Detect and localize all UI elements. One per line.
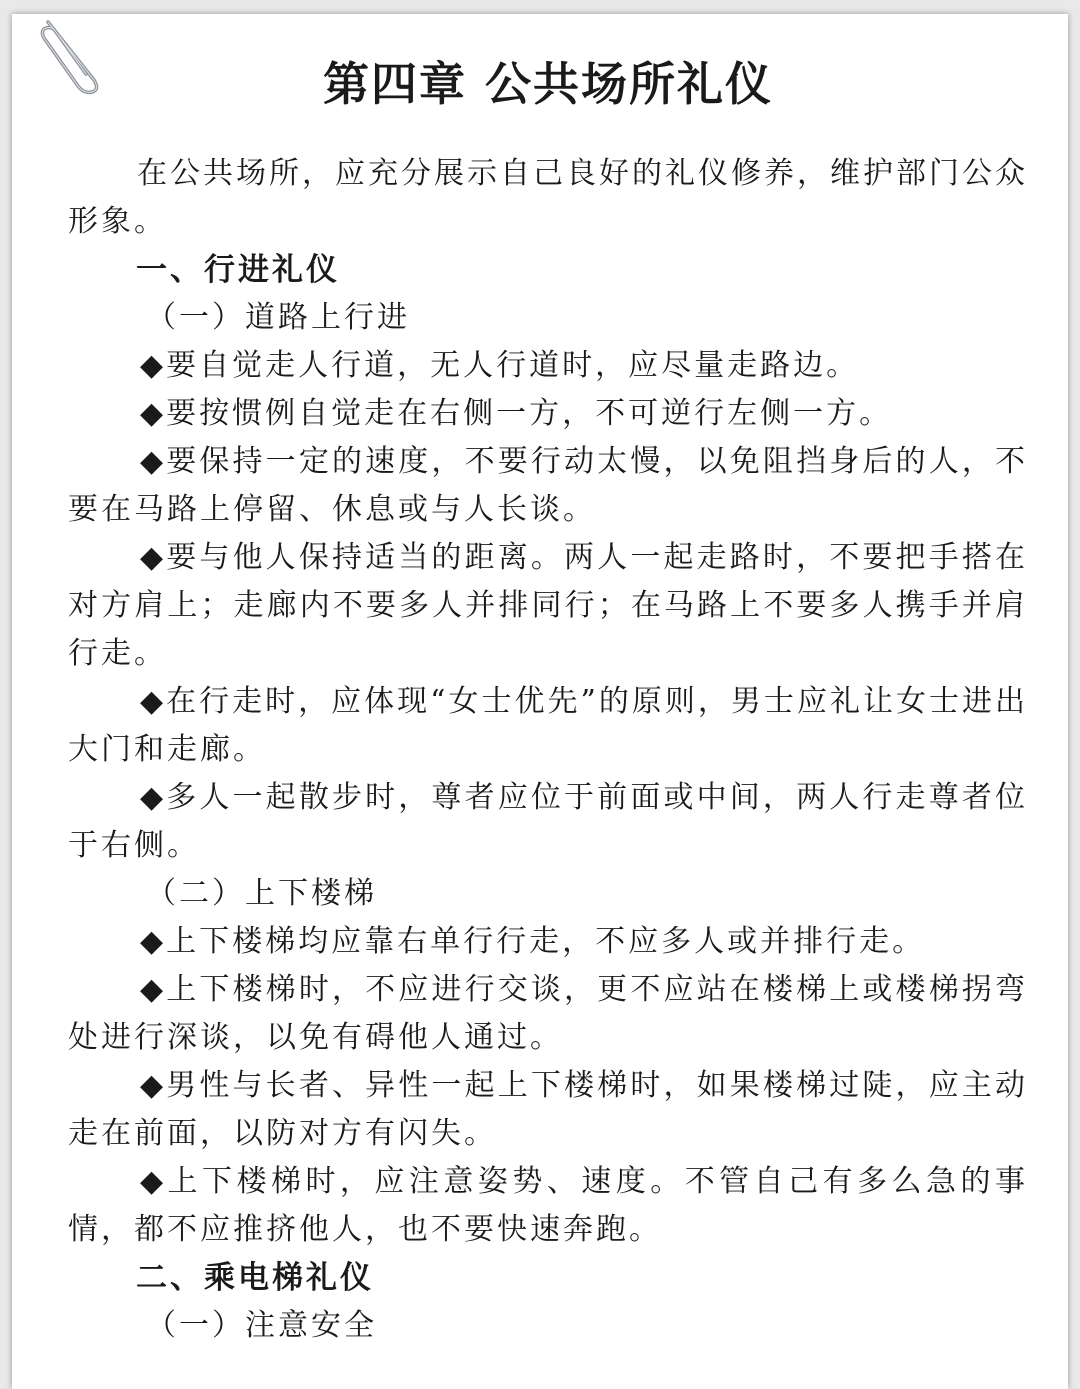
bullet-item: ◆多人一起散步时，尊者应位于前面或中间，两人行走尊者位于右侧。 [68,780,1028,863]
document-page [12,14,1068,1389]
subsection-heading-stairs: （二）上下楼梯 [146,876,377,911]
bullet-item: ◆上下楼梯时，不应进行交谈，更不应站在楼梯上或楼梯拐弯处进行深谈，以免有碍他人通过。 [68,972,1028,1055]
intro-paragraph: 在公共场所，应充分展示自己良好的礼仪修养，维护部门公众形象。 [68,156,1028,239]
chapter-title: 第四章 公共场所礼仪 [322,57,773,111]
bullet-item: ◆要按惯例自觉走在右侧一方，不可逆行左侧一方。 [140,396,893,431]
document-body [68,54,1028,1350]
bullet-item: ◆要保持一定的速度，不要行动太慢，以免阻挡身后的人，不要在马路上停留、休息或与人长谈。 [68,444,1028,527]
bullet-item: ◆要自觉走人行道，无人行道时，应尽量走路边。 [140,348,860,383]
bullet-item: ◆男性与长者、异性一起上下楼梯时，如果楼梯过陡，应主动走在前面，以防对方有闪失。 [68,1068,1028,1151]
section-heading-walking: 一、行进礼仪 [136,252,340,288]
subsection-heading-road: （一）道路上行进 [146,300,410,335]
subsection-heading-safety: （一）注意安全 [146,1308,377,1343]
bullet-item: ◆上下楼梯均应靠右单行行走，不应多人或并排行走。 [140,924,926,959]
bullet-item: ◆在行走时，应体现“女士优先”的原则，男士应礼让女士进出大门和走廊。 [68,684,1028,767]
bullet-item: ◆要与他人保持适当的距离。两人一起走路时，不要把手搭在对方肩上；走廊内不要多人并排同行；在马路上不要多人携手并肩行走。 [68,540,1028,671]
bullet-item: ◆上下楼梯时，应注意姿势、速度。不管自己有多么急的事情，都不应推挤他人，也不要快速奔跑。 [68,1164,1028,1247]
section-heading-elevator: 二、乘电梯礼仪 [136,1260,374,1296]
